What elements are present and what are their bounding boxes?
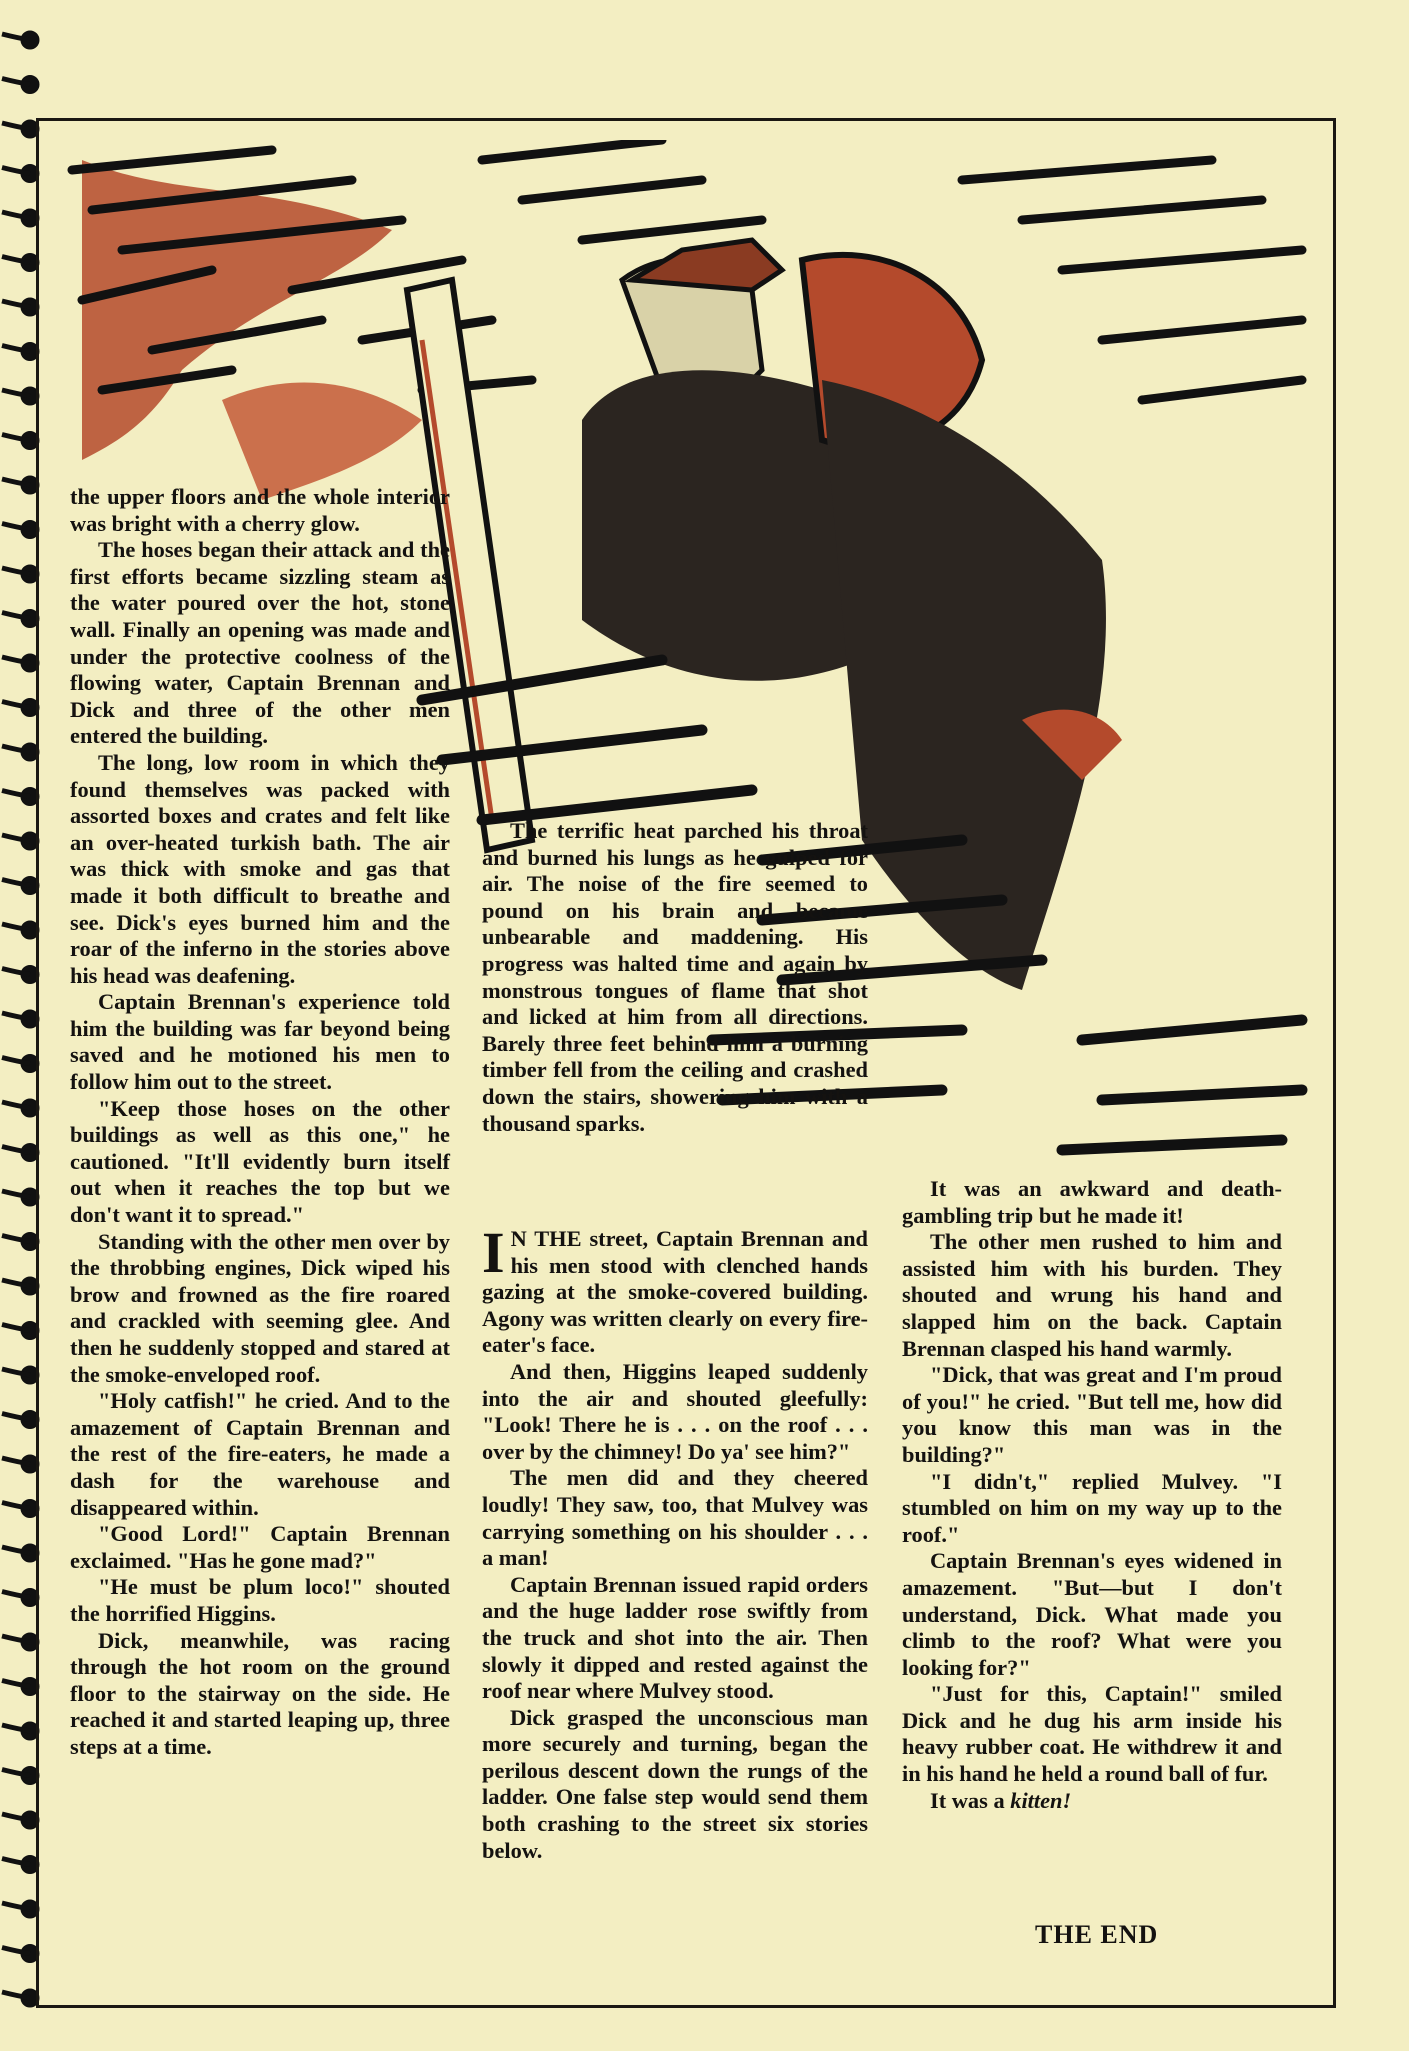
paragraph: The terrific heat parched his throat and burned his lungs as he gulped for air. The noise of the fire seemed to pound on his brain and became unbearable and maddening. His progress was halted time and again by monstrous tongues of flame that shot and licked at him from all directions. Barely three feet behind him a burning timber fell from the ceiling and crashed down the stairs, showering him with a thousand sparks.	[482, 818, 868, 1136]
paragraph: "Keep those hoses on the other buildings as well as this one," he cautioned. "It'll evidently burn itself out when it reaches the top but we don't want it to spread."	[70, 1095, 450, 1228]
drop-cap-paragraph	[482, 1220, 868, 1359]
paragraph-text: N THE street, Captain Brennan and his men stood with clenched hands gazing at the smoke-covered building. Agony was written clearly on every fire-eater's face.	[482, 1226, 868, 1358]
paragraph: "Dick, that was great and I'm proud of you!" he cried. "But tell me, how did you know this man was in the building?"	[902, 1362, 1282, 1467]
drop-cap: I	[482, 1220, 505, 1285]
paragraph: The men did and they cheered loudly! They saw, too, that Mulvey was carrying something on his shoulder . . . a man!	[482, 1465, 868, 1571]
text-column-1	[70, 484, 450, 1761]
paragraph: Captain Brennan's eyes widened in amazement. "But—but I don't understand, Dick. What made you climb to the roof? What were you looking for?"	[902, 1548, 1282, 1680]
paragraph: Standing with the other men over by the throbbing engines, Dick wiped his brow and frowned as the fire roared and crackled with seeming glee. And then he suddenly stopped and stared at the smoke-enveloped roof.	[70, 1228, 450, 1387]
paragraph: The long, low room in which they found themselves was packed with assorted boxes and crates and felt like an over-heated turkish bath. The air was thick with smoke and gas that made it both difficult to breathe and see. Dick's eyes burned him and the roar of the inferno in the stories above his head was deafening.	[70, 749, 450, 988]
paragraph: the upper floors and the whole interior was bright with a cherry glow.	[70, 484, 450, 536]
paragraph: "Holy catfish!" he cried. And to the amazement of Captain Brennan and the rest of the fire-eaters, he made a dash for the warehouse and disappeared within.	[70, 1388, 450, 1520]
final-line-emphasis: kitten!	[1010, 1787, 1072, 1813]
paragraph: Captain Brennan issued rapid orders and the huge ladder rose swiftly from the truck and shot into the air. Then slowly it dipped and rested against the roof near where Mulvey stood.	[482, 1571, 868, 1704]
paragraph: "He must be plum loco!" shouted the horrified Higgins.	[70, 1574, 450, 1626]
paragraph: "Good Lord!" Captain Brennan exclaimed. "Has he gone mad?"	[70, 1521, 450, 1573]
paragraph: "I didn't," replied Mulvey. "I stumbled on him on my way up to the roof."	[902, 1468, 1282, 1547]
the-end: THE END	[1035, 1920, 1159, 1949]
text-column-3	[902, 1176, 1282, 1814]
paragraph: The hoses began their attack and the first efforts became sizzling steam as the water poured over the hot, stone wall. Finally an opening was made and under the protective coolness of the flowing water, Captain Brennan and Dick and three of the other men entered the building.	[70, 537, 450, 749]
paragraph: Captain Brennan's experience told him the building was far beyond being saved and he motioned his men to follow him out to the street.	[70, 989, 450, 1095]
paragraph: Dick, meanwhile, was racing through the hot room on the ground floor to the stairway on the side. He reached it and started leaping up, three steps at a time.	[70, 1627, 450, 1759]
final-line	[902, 1788, 1282, 1815]
paragraph: "Just for this, Captain!" smiled Dick and he dug his arm inside his heavy rubber coat. He withdrew it and in his hand he held a round ball of fur.	[902, 1681, 1282, 1787]
text-column-2-bottom	[482, 1220, 868, 1864]
paragraph: The other men rushed to him and assisted him with his burden. They shouted and wrung his hand and slapped him on the back. Captain Brennan clasped his hand warmly.	[902, 1229, 1282, 1361]
paragraph: And then, Higgins leaped suddenly into the air and shouted gleefully: "Look! There he is . . . on the roof . . . over by the chimney! Do ya' see him?"	[482, 1358, 868, 1464]
paragraph: It was an awkward and death-gambling trip but he made it!	[902, 1176, 1282, 1228]
paragraph: Dick grasped the unconscious man more securely and turning, began the perilous descent down the rungs of the ladder. One false step would send them both crashing to the street six stories below.	[482, 1704, 868, 1863]
final-line-text: It was a	[930, 1787, 1011, 1813]
text-column-2-top	[482, 818, 868, 1137]
